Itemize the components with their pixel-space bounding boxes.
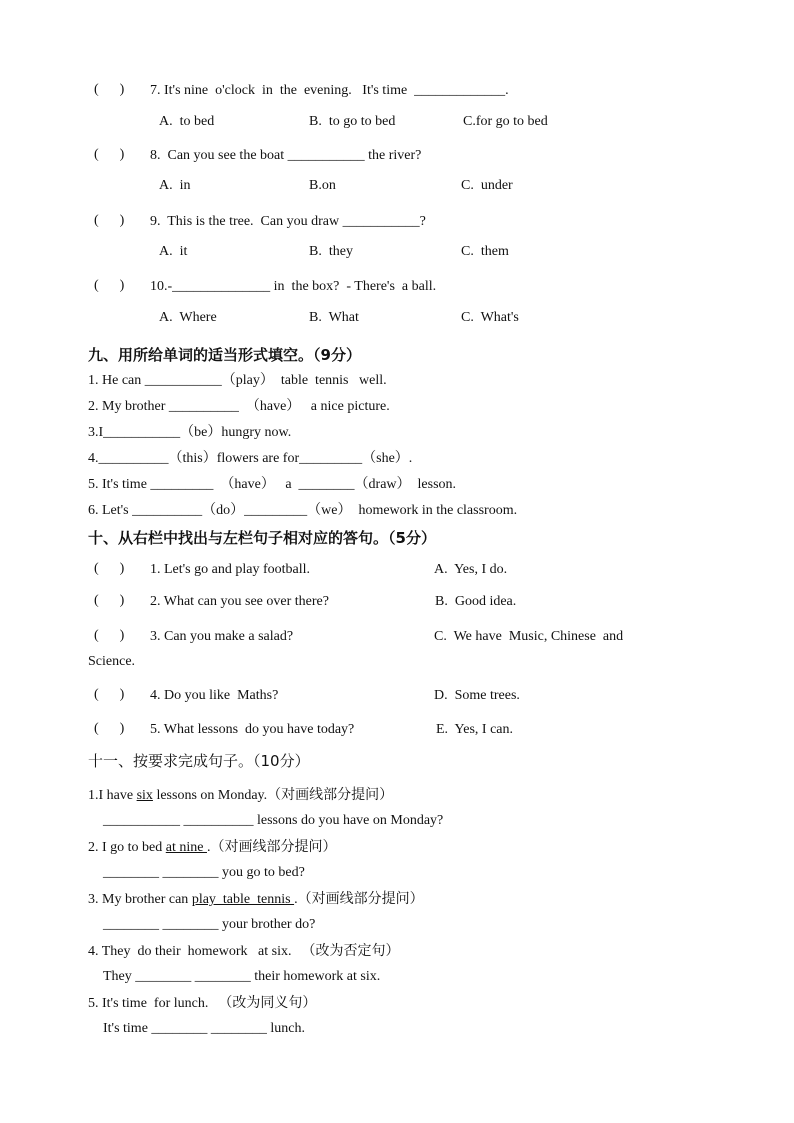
transform-question-5: 5. It's time for lunch. （改为同义句） (88, 995, 317, 1011)
transform-question-3: 3. My brother can play table tennis .（对画线部分提问） (88, 891, 424, 907)
option-c: C. under (461, 178, 513, 193)
match-right-c: C. We have Music, Chinese and (434, 629, 624, 644)
instruction: （对画线部分提问） (297, 891, 424, 907)
option-a: A. it (159, 244, 188, 259)
underlined-word: at nine (165, 840, 207, 855)
instruction: （改为否定句） (301, 943, 400, 959)
match-right-e: E. Yes, I can. (436, 722, 513, 737)
option-a: A. to bed (159, 114, 215, 129)
question-stem: 9. This is the tree. Can you draw ___________? (150, 214, 426, 229)
answer-bracket[interactable]: ( ) (94, 721, 125, 736)
match-left-5: 5. What lessons do you have today? (150, 722, 355, 737)
question-stem: 7. It's nine o'clock in the evening. It's time _____________. (150, 83, 509, 98)
fill-item-2: 2. My brother __________ （have） a nice picture. (88, 399, 390, 414)
match-right-d: D. Some trees. (434, 688, 520, 703)
option-a: A. in (159, 178, 191, 193)
match-right-c-wrap: Science. (88, 654, 136, 669)
match-left-2: 2. What can you see over there? (150, 594, 329, 609)
match-right-a: A. Yes, I do. (434, 562, 508, 577)
option-b: B. they (309, 244, 353, 259)
option-b: B. to go to bed (309, 114, 396, 129)
transform-question-4: 4. They do their homework at six. （改为否定句） (88, 943, 400, 959)
underlined-word: play table tennis (191, 892, 295, 907)
fill-item-4: 4.__________（this）flowers are for_________（she）. (88, 451, 413, 466)
option-a: A. Where (159, 310, 217, 325)
instruction: （对画线部分提问） (267, 787, 394, 803)
transform-answer-3: ________ ________ your brother do? (103, 917, 316, 932)
transform-question-1: 1.I have six lessons on Monday.（对画线部分提问） (88, 787, 394, 803)
fill-item-5: 5. It's time _________ （have） a ________（draw） lesson. (88, 477, 457, 492)
answer-bracket[interactable]: ( ) (94, 561, 125, 576)
option-b: B. What (309, 310, 359, 325)
answer-bracket[interactable]: ( ) (94, 82, 125, 97)
section-10-heading: 十、从右栏中找出与左栏句子相对应的答句。（5分） (88, 529, 436, 547)
transform-answer-5: It's time ________ ________ lunch. (103, 1021, 306, 1036)
section-9-heading: 九、用所给单词的适当形式填空。（9分） (88, 346, 361, 364)
transform-answer-1: ___________ __________ lessons do you have on Monday? (103, 813, 444, 828)
fill-item-1: 1. He can ___________（play） table tennis well. (88, 373, 387, 388)
fill-item-6: 6. Let's __________（do）_________（we） homework in the classroom. (88, 503, 518, 518)
transform-answer-4: They ________ ________ their homework at six. (103, 969, 381, 984)
option-c: C. them (461, 244, 509, 259)
question-stem: 10.-______________ in the box? - There's a ball. (150, 279, 437, 294)
match-left-1: 1. Let's go and play football. (150, 562, 310, 577)
answer-bracket[interactable]: ( ) (94, 278, 125, 293)
question-stem: 8. Can you see the boat ___________ the river? (150, 148, 422, 163)
answer-bracket[interactable]: ( ) (94, 628, 125, 643)
match-right-b: B. Good idea. (435, 594, 517, 609)
instruction: （改为同义句） (218, 995, 317, 1011)
option-c: C.for go to bed (463, 114, 548, 129)
answer-bracket[interactable]: ( ) (94, 213, 125, 228)
transform-answer-2: ________ ________ you go to bed? (103, 865, 305, 880)
answer-bracket[interactable]: ( ) (94, 593, 125, 608)
fill-item-3: 3.I___________（be）hungry now. (88, 425, 292, 440)
instruction: （对画线部分提问） (210, 839, 337, 855)
section-11-heading: 十一、按要求完成句子。（10分） (88, 752, 310, 770)
match-left-3: 3. Can you make a salad? (150, 629, 294, 644)
match-left-4: 4. Do you like Maths? (150, 688, 279, 703)
option-b: B.on (309, 178, 336, 193)
answer-bracket[interactable]: ( ) (94, 147, 125, 162)
answer-bracket[interactable]: ( ) (94, 687, 125, 702)
transform-question-2: 2. I go to bed at nine .（对画线部分提问） (88, 839, 337, 855)
underlined-word: six (136, 788, 153, 803)
option-c: C. What's (461, 310, 519, 325)
